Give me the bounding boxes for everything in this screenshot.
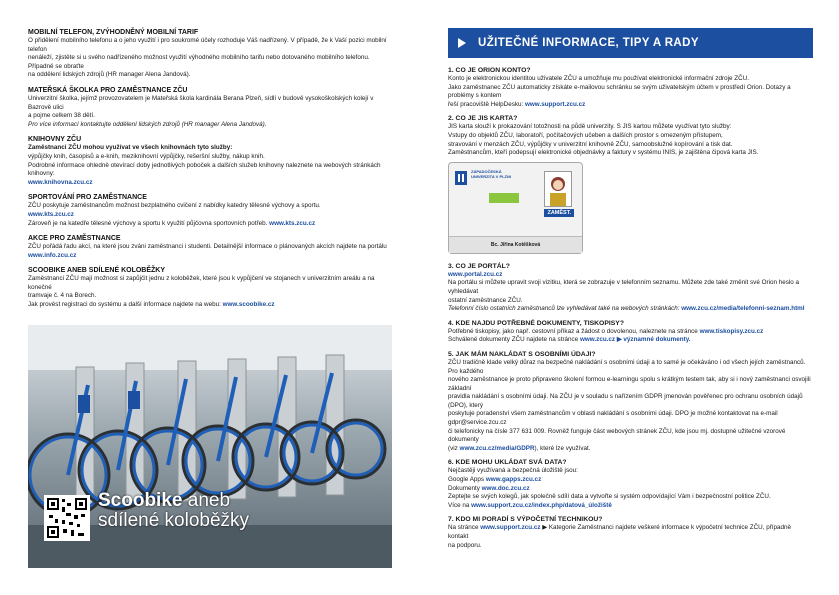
banner-title: UŽITEČNÉ INFORMACE, TIPY A RADY	[478, 36, 699, 49]
forms-link[interactable]: www.tiskopisy.zcu.cz	[699, 327, 764, 335]
support-link[interactable]: www.support.zcu.cz	[525, 100, 586, 108]
section-title: KNIHOVNY ZČU	[28, 136, 82, 144]
card-name: Bc. Jiřina Kotěšková	[449, 236, 582, 253]
paragraph-line: Dokumenty	[448, 484, 480, 492]
paragraph-line: Jako zaměstnanec ZČU automaticky získáte e-mailovou schránku se svým uživatelským účtem v prostředí Orion. Dotazy a problémy s kontem	[448, 83, 791, 100]
question-gdpr	[448, 350, 813, 454]
paragraph-line: Více na	[448, 501, 470, 509]
question-it-support	[448, 515, 813, 550]
storage-link[interactable]: www.support.zcu.cz/index.php/datová_úložiště	[471, 501, 612, 509]
section-title: SPORTOVÁNÍ PRO ZAMĚSTNANCE	[28, 194, 147, 202]
paragraph-line: poskytuje poradenství všem zaměstnancům v oblasti nakládání s osobními údaji. DPO je možné kontaktovat na e-mail gdpr@service.zcu.cz	[448, 410, 778, 427]
paragraph-line: Na stránce	[448, 524, 479, 532]
photo-subtitle: sdílené koloběžky	[98, 510, 250, 531]
paragraph-line: řeší pracoviště HelpDesku:	[448, 100, 524, 108]
paragraph-line: či telefonicky na čísle 377 631 009. Rovněž funguje část webových stránek ZČU, kde jsou mj. dostupné užitečné vzorové dokumenty	[448, 427, 786, 444]
phone-directory-link[interactable]: www.zcu.cz/media/telefonni-seznam.html	[681, 305, 805, 313]
tips-banner	[448, 28, 813, 58]
paragraph-line: Schválené dokumenty ZČU najdete na stránce	[448, 336, 579, 344]
sport-link[interactable]: www.kts.zcu.cz	[28, 210, 74, 218]
question-title: 5. JAK MÁM NAKLÁDAT S OSOBNÍMI ÚDAJI?	[448, 350, 596, 358]
left-column	[28, 28, 393, 316]
question-title: 4. KDE NAJDU POTŘEBNÉ DOKUMENTY, TISKOPISY?	[448, 319, 624, 327]
paragraph-line: a pojme celkem 38 dětí.	[28, 112, 95, 120]
paragraph-line: Univerzitní školka, jejímž provozovatelem je Mateřská škola kardinála Berana Plzeň, sídlí v budově vysokoškolských kolejí v Bazrově ulici	[28, 94, 374, 111]
right-column	[448, 28, 813, 555]
paragraph-line: ), které lze využívat.	[534, 444, 591, 452]
card-org: ZÁPADOČESKÁ UNIVERZITA V PLZNI	[471, 168, 511, 179]
paragraph-line: Vstupy do objektů ZČU, laboratoří, počítačových učeben a dalších prostor s omezeným přístupem,	[448, 131, 723, 139]
section-scoobike	[28, 266, 393, 309]
question-title: 7. KDO MI PORADÍ S VÝPOČETNÍ TECHNIKOU?	[448, 516, 603, 524]
gapps-link[interactable]: www.gapps.zcu.cz	[485, 476, 542, 484]
paragraph-line: na oddělení lidských zdrojů (HR manager Alena Jandová).	[28, 71, 191, 79]
question-orion	[448, 66, 813, 109]
question-title: 2. CO JE JIS KARTA?	[448, 115, 518, 123]
question-title: 6. KDE MOHU UKLÁDAT SVÁ DATA?	[448, 459, 567, 467]
paragraph-line: Zeptejte se svých kolegů, jak společně sdílí data a vytvořte si systém odpovídající Vám i bezpečnostní politice ZČU.	[448, 493, 771, 501]
qr-code-icon	[44, 495, 90, 541]
qr-code[interactable]	[44, 495, 90, 541]
info-link[interactable]: www.info.zcu.cz	[28, 251, 77, 259]
bold-line: Zaměstnanci ZČU mohou využívat ve všech knihovnách tyto služby:	[28, 144, 233, 152]
paragraph-line: Google Apps	[448, 476, 485, 484]
question-title: 1. CO JE ORION KONTO?	[448, 67, 531, 74]
photo-caption	[98, 491, 249, 531]
paragraph-line: ZČU pořádá řadu akcí, na které jsou zváni zaměstnanci i studenti. Detailnější informace o plánovaných akcích najdete na portálu	[28, 243, 387, 251]
paragraph-line: ostatní zaměstnance ZČU.	[448, 296, 523, 304]
doc-link[interactable]: www.doc.zcu.cz	[481, 484, 530, 492]
question-title: 3. CO JE PORTÁL?	[448, 262, 510, 270]
paragraph-line: ZČU poskytuje zaměstnancům možnost bezplatného cvičení z nabídky katedry tělesné výchovy a sportu.	[28, 202, 321, 210]
section-title: MATEŘSKÁ ŠKOLKA PRO ZAMĚSTNANCE ZČU	[28, 86, 188, 94]
section-sport	[28, 193, 393, 228]
paragraph-line: Podrobné informace ohledně otevírací doby jednotlivých poboček a dalších služeb knihovny naleznete na webových stránkách knihovny:	[28, 161, 381, 178]
section-mobile	[28, 28, 393, 80]
photo-title-rest: aneb	[182, 490, 231, 511]
section-title: SCOOBIKE ANEB SDÍLENÉ KOLOBĚŽKY	[28, 267, 166, 275]
gdpr-link[interactable]: www.zcu.cz/media/GDPR	[459, 444, 535, 452]
paragraph-line: Zaměstnancům, kteří podepsují elektronické objednávky a faktury v systému INIS, je zajištěna čipová karta JIS.	[448, 149, 759, 157]
paragraph-line: Na portálu si můžete upravit svoji vizitku, která se zobrazuje v telefonním seznamu. Můžete zde také změnit své Orion heslo a vyhledávat	[448, 279, 800, 295]
scoobike-photo	[28, 325, 392, 568]
section-kindergarten	[28, 86, 393, 129]
portal-link[interactable]: www.portal.zcu.cz	[448, 270, 503, 278]
section-events	[28, 234, 393, 260]
paragraph-line: nového zaměstnance je proto připraveno školení formou e-learningu spolu s krátkým testem tak, aby si i nový zaměstnanci osvojili základní	[448, 376, 811, 392]
library-link[interactable]: www.knihovna.zcu.cz	[28, 178, 93, 186]
paragraph-line: tramvaje č. 4 na Borech.	[28, 292, 97, 300]
documents-link[interactable]: www.zcu.cz ▶ významné dokumenty.	[579, 336, 691, 344]
question-documents	[448, 319, 813, 345]
scoobike-link[interactable]: www.scoobike.cz	[222, 301, 275, 309]
paragraph-line: nenáleží, zjistěte si u svého nadřízeného možnost využití výhodného mobilního tarifu nebo dotovaného mobilního telefonu. Případně se obraťte	[28, 54, 370, 70]
paragraph-line: Konto je elektronickou identitou uživatele ZČU a umožňuje mu používat elektronické informační zdroje ZČU.	[448, 75, 749, 82]
italic-note: Telefonní číslo ostatních zaměstnanců lze vyhledávat také na webových stránkách:	[448, 305, 680, 313]
italic-note: Pro více informací kontaktujte oddělení lidských zdrojů (HR manager Alena Jandová).	[28, 120, 267, 128]
play-icon	[458, 38, 466, 48]
paragraph-line: Potřebné tiskopisy, jako např. cestovní příkaz a žádost o dovolenou, naleznete na stránce	[448, 327, 698, 335]
paragraph-line: Nejčastěji využívaná a bezpečná úložiště jsou:	[448, 467, 578, 475]
question-storage	[448, 458, 813, 510]
paragraph-line: Zároveň je na katedře tělesné výchovy a sportu k využití půjčovna sportovních potřeb.	[28, 219, 268, 227]
paragraph-line: ZČU tradičně klade velký důraz na bezpečné nakládání s osobními údaji a to samé je očekáváno i od všech jejích zaměstnanců. Pro každého	[448, 358, 806, 375]
photo-title-bold: Scoobike	[98, 490, 183, 511]
paragraph-line: na podporu.	[448, 541, 482, 549]
paragraph-line: ▶ Kategorie Zaměstnanci najdete veškeré informace k výpočetní technice ZČU, případně kontakt	[448, 524, 792, 540]
sport-rental-link[interactable]: www.kts.zcu.cz	[269, 219, 316, 227]
section-title: AKCE PRO ZAMĚSTNANCE	[28, 235, 121, 243]
paragraph-line: Jak provést registraci do systému a další informace najdete na webu:	[28, 301, 221, 309]
jis-card-image	[448, 162, 583, 254]
paragraph-line: O přidělení mobilního telefonu a o jeho využití i pro soukromé účely rozhoduje Váš nadřízený. V případě, že k Vaší pozici mobilní telefon	[28, 37, 387, 53]
card-badge: ZAMĚST.	[544, 209, 574, 218]
university-logo-icon	[455, 171, 467, 183]
paragraph-line: JIS karta slouží k prokazování totožnosti na půdě univerzity. S JIS kartou můžete využívat tyto služby:	[448, 123, 732, 131]
paragraph-line: stravování v menzách ZČU, výpůjčky v univerzitní knihovně ZČU, samoobslužné kopírování a tisk dat.	[448, 140, 733, 148]
section-title: MOBILNÍ TELEFON, ZVÝHODNĚNÝ MOBILNÍ TARIF	[28, 29, 199, 36]
paragraph-line: Zaměstnanci ZČU mají možnost si zapůjčit jednu z koloběžek, které jsou k vypůjčení ve stojanech v univerzitním areálu a na konečné	[28, 275, 375, 291]
section-library	[28, 135, 393, 187]
question-portal	[448, 262, 813, 314]
it-support-link[interactable]: www.support.zcu.cz	[480, 524, 541, 532]
question-jis	[448, 114, 813, 253]
paragraph-line: pravidla nakládání s osobními údaji. Na ZČU je v souladu s nařízením GDPR jmenován pověřenec pro ochranu osobních údajů (DPO), který	[448, 393, 803, 409]
paragraph-line: (viz	[448, 444, 458, 452]
paragraph-line: výpůjčky knih, časopisů a e-knih, meziknihovní výpůjčky, rešeršní služby, nákup knih.	[28, 152, 265, 160]
card-stripe	[489, 193, 519, 203]
card-photo	[544, 171, 572, 207]
